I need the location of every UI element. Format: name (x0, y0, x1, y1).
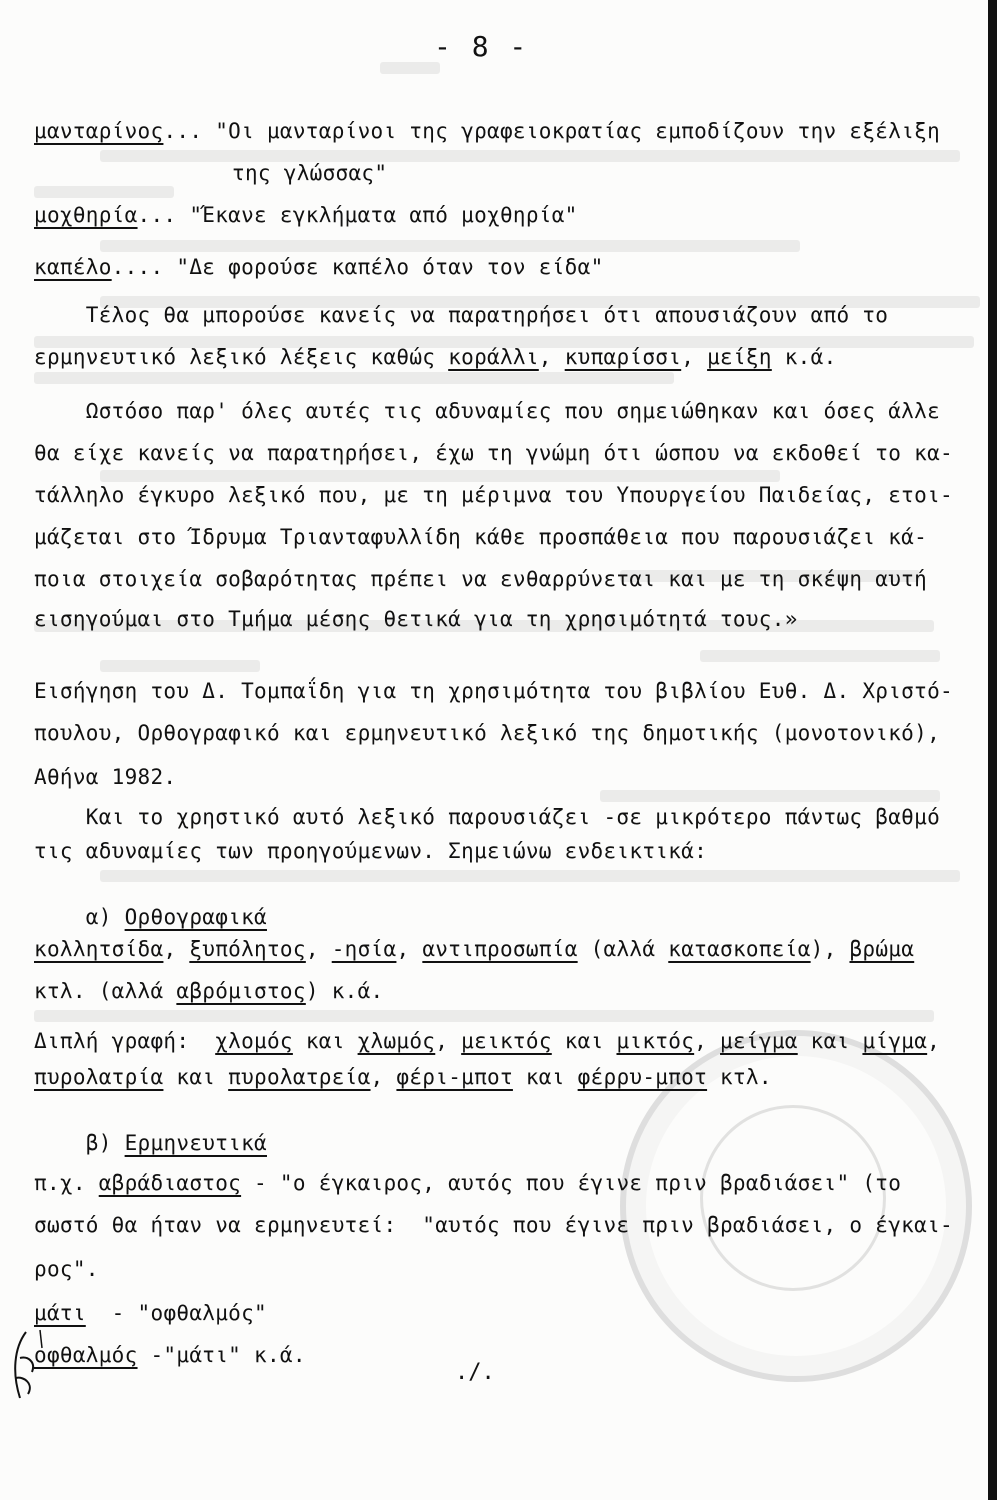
paragraph2-line: τάλληλο έγκυρο λεξικό που, με τη μέριμνα του Υπουργείου Παιδείας, ετοι- (34, 483, 953, 507)
paragraph2-line: Ωστόσο παρ' όλες αυτές τις αδυναμίες που σημειώθηκαν και όσες άλλε (34, 399, 941, 423)
paragraph2-line: μάζεται στο Ίδρυμα Τριανταφυλλίδη κάθε προσπάθεια που παρουσιάζει κά- (34, 525, 928, 549)
paragraph2-line: ποια στοιχεία σοβαρότητας πρέπει να ενθαρρύνεται και με τη σκέψη αυτή (34, 567, 928, 591)
section-line: Εισήγηση του Δ. Τομπαΐδη για τη χρησιμότητα του βιβλίου Ευθ. Δ. Χριστό- (34, 679, 953, 703)
entry-mochthiria: μοχθηρία... "Έκανε εγκλήματα από μοχθηρία" (34, 203, 578, 227)
herm-heading: β) Ερμηνευτικά (34, 1131, 267, 1155)
herm-line2: σωστό θα ήταν να ερμηνευτεί: "αυτός που έγινε πριν βραδιάσει, ο έγκαι- (34, 1213, 953, 1237)
double-spelling-line: Διπλή γραφή: χλομός και χλωμός, μεικτός και μικτός, μείγμα και μίγμα, (34, 1029, 941, 1053)
scan-edge (988, 0, 997, 1500)
section-line: Αθήνα 1982. (34, 765, 177, 789)
ortho-heading: α) Ορθογραφικά (34, 905, 267, 929)
paragraph1-line1: Τέλος θα μπορούσε κανείς να παρατηρήσει ότι απουσιάζουν από το (34, 303, 889, 327)
entry-kapelo: καπέλο.... "Δε φορούσε καπέλο όταν τον είδα" (34, 255, 604, 279)
seal-inner-ring (700, 1105, 886, 1291)
paragraph2-line: εισηγούμαι στο Τμήμα μέσης θετικά για τη χρησιμότητά τους.» (34, 607, 798, 631)
herm-line3: ρος". (34, 1257, 99, 1281)
paragraph1-line2: ερμηνευτικό λεξικό λέξεις καθώς κοράλλι, κυπαρίσσι, μείξη κ.ά. (34, 345, 837, 369)
paragraph3-line: τις αδυναμίες των προηγούμενων. Σημειώνω ενδεικτικά: (34, 839, 708, 863)
herm-ofthalmos-line: οφθαλμός -"μάτι" κ.ά. (34, 1343, 306, 1367)
end-mark: ./. (455, 1360, 495, 1385)
page-number: - 8 - (434, 30, 529, 63)
herm-mati-line: μάτι - "οφθαλμός" (34, 1301, 267, 1325)
paragraph2-line: θα είχε κανείς να παρατηρήσει, έχω τη γνώμη ότι ώσπου να εκδοθεί το κα- (34, 441, 953, 465)
double-spelling-line2: πυρολατρία και πυρολατρεία, φέρι-μποτ και φέρρυ-μποτ κτλ. (34, 1065, 772, 1089)
paragraph3-line: Και το χρηστικό αυτό λεξικό παρουσιάζει -σε μικρότερο πάντως βαθμό (34, 805, 941, 829)
ortho-line1: κολλητσίδα, ξυπόλητος, -ησία, αντιπροσωπία (αλλά κατασκοπεία), βρώμα (34, 937, 915, 961)
entry-mandarinos-continuation: της γλώσσας" (232, 161, 388, 185)
handwritten-mark (6, 1328, 46, 1408)
herm-line1: π.χ. αβράδιαστος - "ο έγκαιρος, αυτός που έγινε πριν βραδιάσει" (το (34, 1171, 902, 1195)
entry-mandarinos: μανταρίνος... "Οι μανταρίνοι της γραφειοκρατίας εμποδίζουν την εξέλιξη (34, 119, 941, 143)
section-line: πουλου, Ορθογραφικό και ερμηνευτικό λεξικό της δημοτικής (μονοτονικό), (34, 721, 941, 745)
ortho-line2: κτλ. (αλλά αβρόμιστος) κ.ά. (34, 979, 384, 1003)
